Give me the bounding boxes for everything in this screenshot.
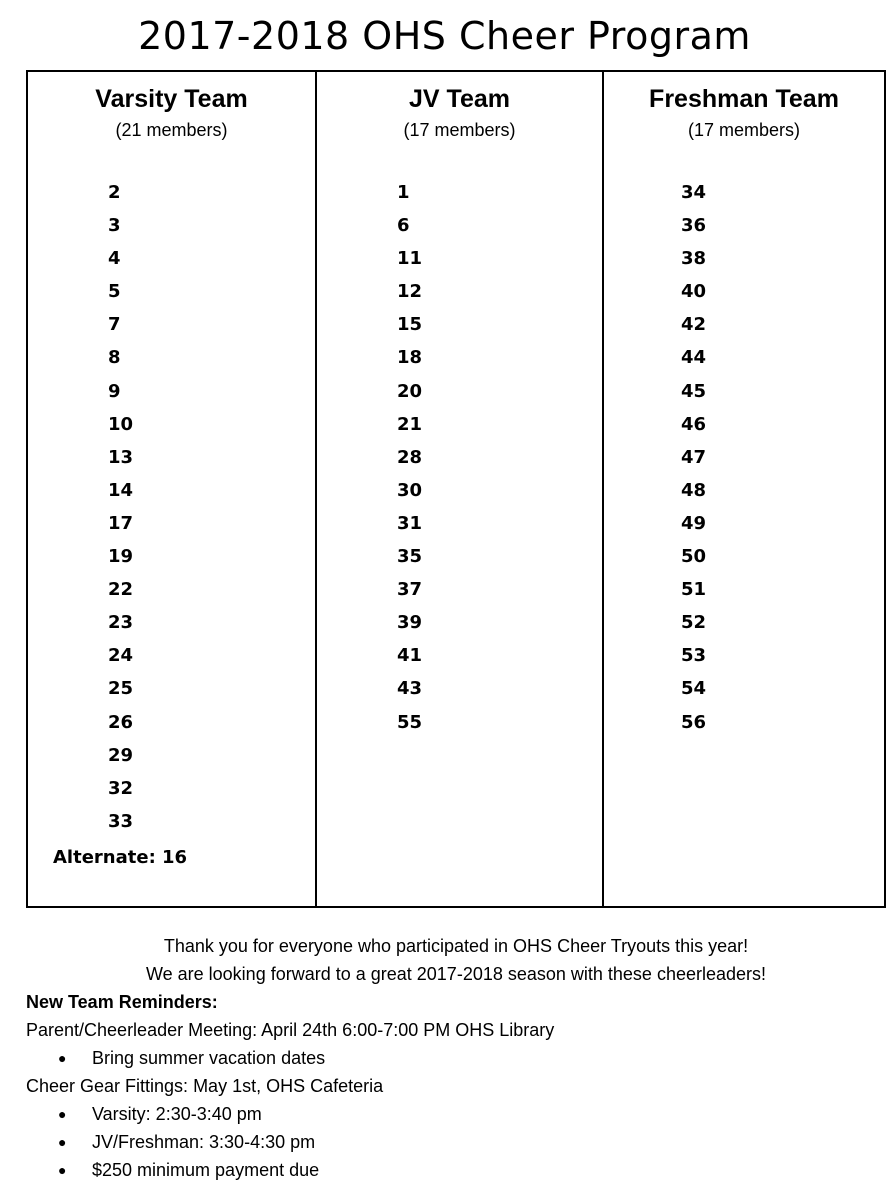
member-number: 18 — [397, 347, 423, 369]
member-number: 40 — [681, 281, 707, 303]
member-number: 6 — [397, 215, 410, 237]
member-number: 56 — [681, 711, 707, 733]
bullet-text: Bring summer vacation dates — [92, 1048, 326, 1068]
member-number: 3 — [108, 215, 121, 237]
season-line: We are looking forward to a great 2017-2018 season with these cheerleaders! — [145, 964, 767, 984]
member-number: 11 — [397, 248, 423, 270]
meeting-info: Parent/Cheerleader Meeting: April 24th 6:00-7:00 PM OHS Library — [26, 1020, 555, 1040]
bullet-dot-icon: ● — [58, 1050, 67, 1066]
member-number: 33 — [108, 810, 134, 832]
member-number: 1 — [397, 182, 410, 203]
member-number: 26 — [108, 711, 134, 733]
member-number: 5 — [108, 281, 121, 303]
freshman-column — [602, 72, 884, 906]
member-number: 41 — [397, 645, 423, 667]
member-number: 34 — [681, 182, 707, 203]
member-number: 4 — [108, 248, 121, 270]
member-number: 22 — [108, 579, 134, 601]
member-number: 14 — [108, 479, 134, 501]
member-number: 21 — [397, 413, 423, 435]
meeting-bullet-list — [26, 1044, 886, 1072]
member-number: 36 — [681, 215, 707, 237]
reminder-bullet-item — [26, 1156, 886, 1184]
bullet-text: $250 minimum payment due — [92, 1160, 320, 1180]
member-number: 29 — [108, 744, 134, 766]
member-number: 44 — [681, 347, 707, 369]
alternate-label: Alternate: 16 — [53, 847, 188, 868]
teams-table — [26, 70, 886, 908]
member-number: 28 — [397, 446, 423, 468]
member-number: 39 — [397, 612, 423, 634]
member-number: 30 — [397, 479, 423, 501]
member-number: 23 — [108, 612, 134, 634]
team-member-count: (17 members) — [687, 120, 801, 140]
jv-column — [315, 72, 602, 906]
member-number: 12 — [397, 281, 423, 303]
member-number: 53 — [681, 645, 707, 667]
member-number: 7 — [108, 314, 121, 336]
bullet-dot-icon: ● — [58, 1106, 67, 1122]
member-number: 43 — [397, 678, 423, 700]
member-number: 38 — [681, 248, 707, 270]
bullet-text: JV/Freshman: 3:30-4:30 pm — [92, 1132, 316, 1152]
member-number-list — [397, 176, 422, 739]
member-number-list — [108, 176, 133, 838]
member-number: 52 — [681, 612, 707, 634]
member-number: 45 — [681, 380, 707, 402]
member-number: 42 — [681, 314, 707, 336]
member-number: 15 — [397, 314, 423, 336]
member-number-list — [681, 176, 706, 739]
footer-notes — [26, 932, 886, 1184]
reminder-bullet-item — [26, 1128, 886, 1156]
member-number: 50 — [681, 546, 707, 568]
team-heading: JV Team — [409, 85, 510, 113]
member-number: 13 — [108, 446, 134, 468]
bullet-text: Varsity: 2:30-3:40 pm — [92, 1104, 262, 1124]
bullet-dot-icon: ● — [58, 1134, 67, 1150]
member-number: 17 — [108, 512, 134, 534]
member-number: 35 — [397, 546, 423, 568]
member-number: 2 — [108, 182, 121, 203]
bullet-dot-icon: ● — [58, 1162, 67, 1178]
member-number: 46 — [681, 413, 707, 435]
reminder-bullet-item — [26, 1044, 886, 1072]
thanks-line: Thank you for everyone who participated in OHS Cheer Tryouts this year! — [163, 936, 749, 956]
member-number: 47 — [681, 446, 707, 468]
member-number: 24 — [108, 645, 134, 667]
fittings-bullet-list — [26, 1100, 886, 1184]
member-number: 19 — [108, 546, 134, 568]
member-number: 32 — [108, 777, 134, 799]
member-number: 20 — [397, 380, 423, 402]
varsity-column — [28, 72, 315, 906]
member-number: 49 — [681, 512, 707, 534]
member-number: 54 — [681, 678, 707, 700]
member-number: 37 — [397, 579, 423, 601]
reminders-heading: New Team Reminders: — [26, 992, 218, 1012]
reminder-bullet-item — [26, 1100, 886, 1128]
team-heading: Freshman Team — [649, 85, 839, 113]
team-heading: Varsity Team — [95, 85, 248, 113]
team-member-count: (17 members) — [403, 120, 516, 140]
fittings-info: Cheer Gear Fittings: May 1st, OHS Cafeteria — [26, 1076, 384, 1096]
member-number: 25 — [108, 678, 134, 700]
member-number: 9 — [108, 380, 121, 402]
member-number: 48 — [681, 479, 707, 501]
member-number: 8 — [108, 347, 121, 369]
member-number: 31 — [397, 512, 423, 534]
member-number: 51 — [681, 579, 707, 601]
member-number: 55 — [397, 711, 423, 733]
page-title: 2017-2018 OHS Cheer Program — [138, 14, 751, 58]
team-member-count: (21 members) — [115, 120, 228, 140]
member-number: 10 — [108, 413, 134, 435]
